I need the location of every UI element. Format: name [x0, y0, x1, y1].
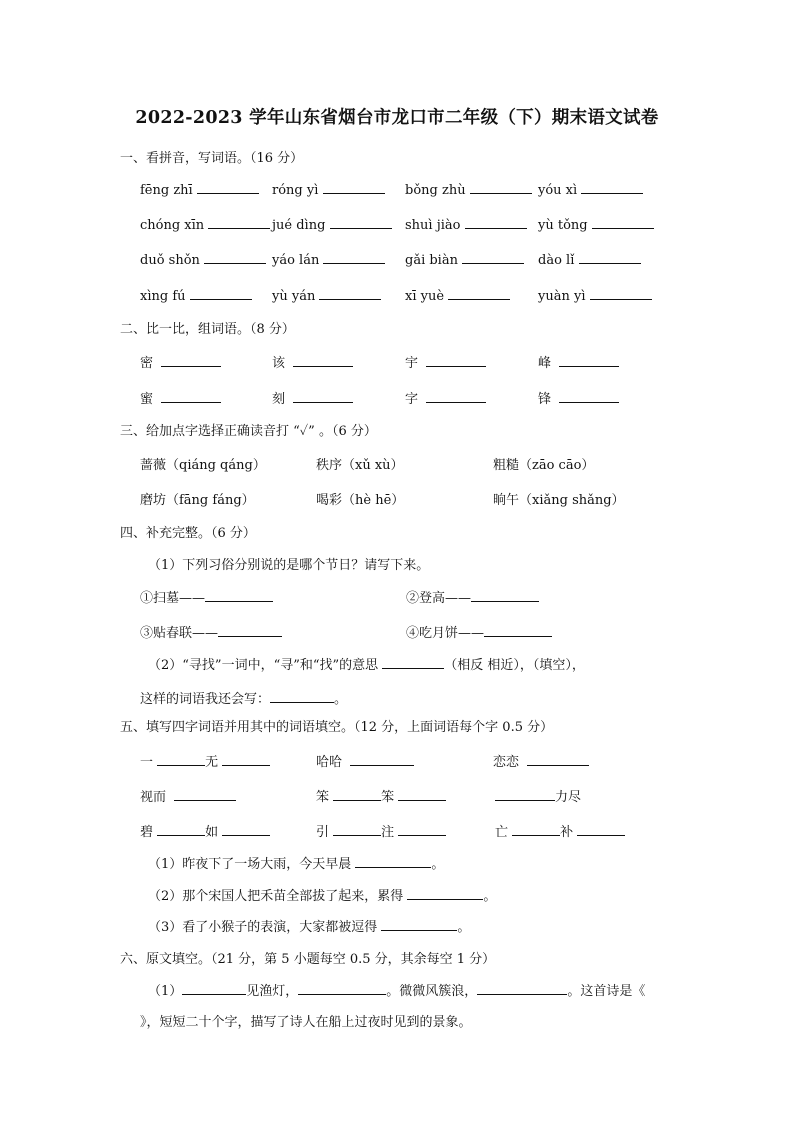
festival-item: ④吃月饼—— [406, 622, 552, 641]
answer-blank[interactable] [577, 822, 625, 836]
question-4-2-followup: 这样的词语我还会写： 。 [140, 688, 347, 707]
section-5-heading: 五、填写四字词语并用其中的词语填空。（12 分，上面词语每个字 0.5 分） [120, 720, 554, 735]
answer-blank[interactable] [559, 389, 619, 403]
pinyin-item: yù yán [272, 286, 381, 304]
idiom-item: 力尽 [495, 786, 581, 805]
char-item: 宇 [405, 352, 486, 371]
answer-blank[interactable] [323, 250, 385, 264]
answer-blank[interactable] [512, 822, 560, 836]
answer-blank[interactable] [161, 389, 221, 403]
answer-blank[interactable] [270, 689, 334, 703]
pinyin-item: yuàn yì [538, 286, 652, 304]
section-1-heading: 一、看拼音，写词语。（16 分） [120, 151, 304, 166]
answer-blank[interactable] [426, 389, 486, 403]
idiom-item: 恋恋 [493, 751, 589, 770]
answer-blank[interactable] [471, 588, 539, 602]
pinyin-item: jué dìng [272, 215, 392, 233]
answer-blank[interactable] [218, 623, 282, 637]
answer-blank[interactable] [484, 623, 552, 637]
question-6-1-cont: 》，短短二十个字，描写了诗人在船上过夜时见到的景象。 [140, 1015, 472, 1030]
answer-blank[interactable] [222, 752, 270, 766]
section-4-heading: 四、补充完整。（6 分） [120, 526, 256, 541]
pinyin-item: yóu xì [538, 180, 643, 198]
answer-blank[interactable] [333, 787, 381, 801]
festival-item: ②登高—— [406, 587, 539, 606]
char-item: 字 [405, 388, 486, 407]
answer-blank[interactable] [204, 250, 266, 264]
idiom-item: 亡 补 [495, 821, 625, 840]
answer-blank[interactable] [462, 250, 524, 264]
answer-blank[interactable] [495, 787, 555, 801]
answer-blank[interactable] [319, 286, 381, 300]
answer-blank[interactable] [407, 886, 483, 900]
answer-blank[interactable] [579, 250, 641, 264]
pinyin-item: gǎi biàn [405, 250, 524, 268]
festival-item: ③贴春联—— [140, 622, 282, 641]
pinyin-item: duǒ shǒn [140, 250, 266, 268]
reading-choice[interactable]: 粗糙（zāo cāo） [493, 458, 595, 473]
section-3-heading: 三、给加点字选择正确读音打 “✓” 。（6 分） [120, 424, 377, 439]
question-4-1: （1）下列习俗分别说的是哪个节日？请写下来。 [148, 558, 430, 573]
page-title: 2022-2023 学年山东省烟台市龙口市二年级（下）期末语文试卷 [135, 108, 659, 128]
answer-blank[interactable] [197, 180, 259, 194]
answer-blank[interactable] [157, 752, 205, 766]
idiom-item: 哈哈 [316, 751, 414, 770]
answer-blank[interactable] [293, 389, 353, 403]
answer-blank[interactable] [559, 353, 619, 367]
pinyin-item: bǒng zhù [405, 180, 532, 198]
answer-blank[interactable] [477, 981, 567, 995]
answer-blank[interactable] [470, 180, 532, 194]
pinyin-item: róng yì [272, 180, 385, 198]
answer-blank[interactable] [350, 752, 414, 766]
fill-sentence-2: （2）那个宋国人把禾苗全部拔了起来，累得 。 [148, 885, 496, 904]
idiom-item: 视而 [140, 786, 236, 805]
pinyin-item: xī yuè [405, 286, 510, 304]
pinyin-item: fēng zhī [140, 180, 259, 198]
pinyin-item: yù tǒng [538, 215, 654, 233]
pinyin-item: shuì jiào [405, 215, 527, 233]
reading-choice[interactable]: 喝彩（hè hē） [316, 493, 405, 508]
reading-choice[interactable]: 晌午（xiǎng shǎng） [493, 493, 625, 508]
reading-choice[interactable]: 蔷薇（qiáng qáng） [140, 458, 266, 473]
answer-blank[interactable] [333, 822, 381, 836]
answer-blank[interactable] [222, 822, 270, 836]
char-item: 蜜 [140, 388, 221, 407]
pinyin-item: yáo lán [272, 250, 385, 268]
char-item: 刻 [272, 388, 353, 407]
pinyin-item: chóng xīn [140, 215, 270, 233]
section-2-heading: 二、比一比，组词语。（8 分） [120, 322, 295, 337]
char-item: 密 [140, 352, 221, 371]
answer-blank[interactable] [208, 215, 270, 229]
reading-choice[interactable]: 磨坊（fāng fáng） [140, 493, 255, 508]
answer-blank[interactable] [182, 981, 246, 995]
idiom-item: 碧 如 [140, 821, 270, 840]
question-6-1: （1） 见渔灯， 。微微风簇浪， 。这首诗是《 [148, 980, 645, 999]
festival-item: ①扫墓—— [140, 587, 273, 606]
idiom-item: 笨 笨 [316, 786, 446, 805]
idiom-item: 引 注 [316, 821, 446, 840]
char-item: 峰 [538, 352, 619, 371]
fill-sentence-1: （1）昨夜下了一场大雨，今天早晨 。 [148, 853, 444, 872]
answer-blank[interactable] [205, 588, 273, 602]
answer-blank[interactable] [157, 822, 205, 836]
answer-blank[interactable] [448, 286, 510, 300]
answer-blank[interactable] [190, 286, 252, 300]
char-item: 锋 [538, 388, 619, 407]
reading-choice[interactable]: 秩序（xǔ xù） [316, 458, 404, 473]
section-6-heading: 六、原文填空。（21 分，第 5 小题每空 0.5 分，其余每空 1 分） [120, 952, 496, 967]
answer-blank[interactable] [161, 353, 221, 367]
pinyin-item: dào lǐ [538, 250, 641, 268]
answer-blank[interactable] [527, 752, 589, 766]
answer-blank[interactable] [590, 286, 652, 300]
idiom-item: 一 无 [140, 751, 270, 770]
question-4-2: （2）“寻找”一词中，“寻”和“找”的意思 （相反 相近），（填空）， [148, 654, 585, 673]
answer-blank[interactable] [298, 981, 386, 995]
answer-blank[interactable] [398, 822, 446, 836]
answer-blank[interactable] [174, 787, 236, 801]
answer-blank[interactable] [581, 180, 643, 194]
answer-blank[interactable] [382, 655, 444, 669]
answer-blank[interactable] [330, 215, 392, 229]
answer-blank[interactable] [323, 180, 385, 194]
answer-blank[interactable] [293, 353, 353, 367]
answer-blank[interactable] [592, 215, 654, 229]
answer-blank[interactable] [465, 215, 527, 229]
char-item: 该 [272, 352, 353, 371]
pinyin-item: xìng fú [140, 286, 252, 304]
fill-sentence-3: （3）看了小猴子的表演，大家都被逗得 。 [148, 916, 470, 935]
answer-blank[interactable] [381, 917, 457, 931]
answer-blank[interactable] [355, 854, 431, 868]
answer-blank[interactable] [426, 353, 486, 367]
answer-blank[interactable] [398, 787, 446, 801]
